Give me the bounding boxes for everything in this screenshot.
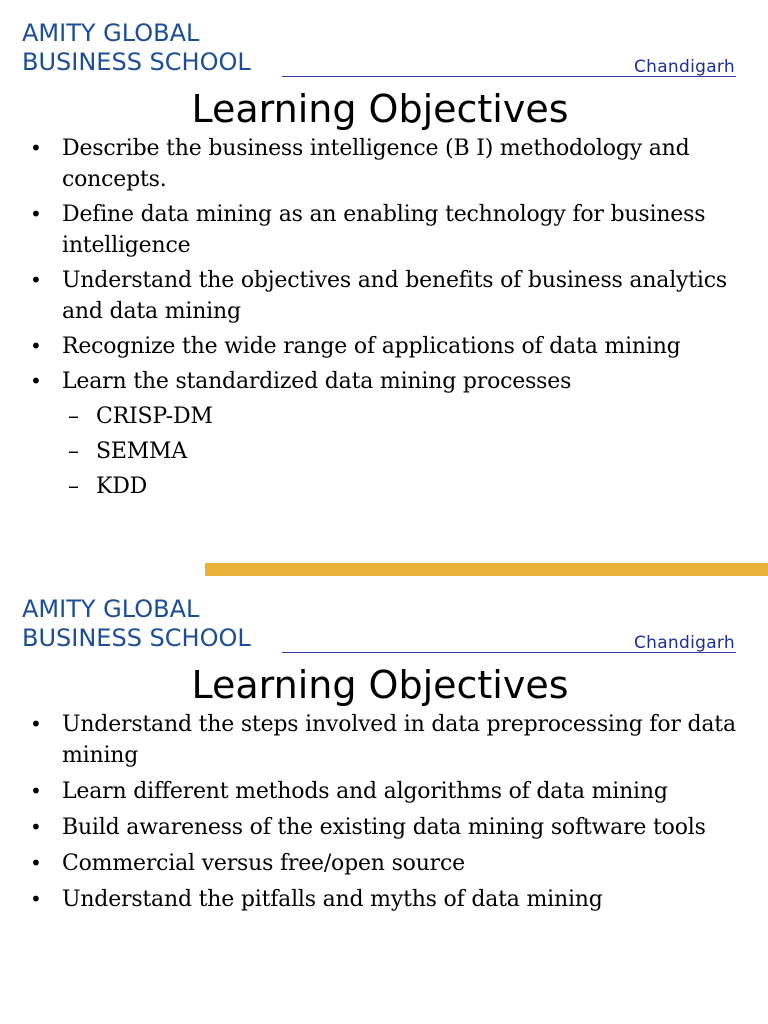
bullet-dot-icon: •	[30, 268, 42, 292]
bullet-item	[28, 366, 748, 397]
bullet-dot-icon: •	[30, 369, 42, 393]
slide-title: Learning Objectives	[191, 663, 569, 707]
dash-icon: –	[68, 439, 79, 464]
brand-line-1: AMITY GLOBAL	[22, 19, 200, 47]
bullet-dot-icon: •	[30, 779, 42, 803]
bullet-item	[28, 265, 748, 327]
bullet-item	[28, 848, 748, 879]
bullet-text: Learn different methods and algorithms of data mining	[62, 779, 668, 804]
bullet-item	[28, 884, 748, 915]
bullet-text: Learn the standardized data mining processes	[62, 369, 572, 394]
bullet-text: Define data mining as an enabling technology for business intelligence	[62, 202, 706, 258]
brand-line-2: BUSINESS SCHOOL	[22, 624, 251, 652]
campus-label: Chandigarh	[633, 57, 735, 77]
brand-line-2: BUSINESS SCHOOL	[22, 48, 251, 76]
sub-bullet-text: SEMMA	[96, 439, 188, 464]
school-logo-text	[22, 595, 251, 653]
dash-icon: –	[68, 474, 79, 499]
bullet-list	[28, 133, 748, 506]
bullet-text: Understand the steps involved in data preprocessing for data mining	[62, 712, 736, 768]
sub-bullet-item	[28, 471, 748, 502]
bullet-item	[28, 812, 748, 843]
sub-bullet-text: KDD	[96, 474, 148, 499]
brand-line-1: AMITY GLOBAL	[22, 595, 200, 623]
bullet-dot-icon: •	[30, 202, 42, 226]
bullet-item	[28, 709, 748, 771]
school-logo-text	[22, 19, 251, 77]
bullet-item	[28, 199, 748, 261]
sub-bullet-item	[28, 436, 748, 467]
slide-title: Learning Objectives	[191, 87, 569, 131]
bullet-item	[28, 331, 748, 362]
bullet-dot-icon: •	[30, 851, 42, 875]
slide-2	[0, 576, 768, 1024]
bullet-list	[28, 709, 748, 920]
bullet-text: Build awareness of the existing data mining software tools	[62, 815, 706, 840]
bullet-text: Recognize the wide range of applications of data mining	[62, 334, 681, 359]
bullet-item	[28, 776, 748, 807]
bullet-dot-icon: •	[30, 334, 42, 358]
bullet-dot-icon: •	[30, 815, 42, 839]
sub-bullet-text: CRISP-DM	[96, 404, 213, 429]
slide-divider	[205, 563, 768, 576]
bullet-dot-icon: •	[30, 136, 42, 160]
bullet-item	[28, 133, 748, 195]
campus-label: Chandigarh	[633, 633, 735, 653]
bullet-dot-icon: •	[30, 887, 42, 911]
bullet-text: Describe the business intelligence (B I) methodology and concepts.	[62, 136, 690, 192]
bullet-text: Understand the objectives and benefits of business analytics and data mining	[62, 268, 727, 324]
dash-icon: –	[68, 404, 79, 429]
bullet-dot-icon: •	[30, 712, 42, 736]
bullet-text: Commercial versus free/open source	[62, 851, 465, 876]
sub-bullet-item	[28, 401, 748, 432]
bullet-text: Understand the pitfalls and myths of data mining	[62, 887, 603, 912]
